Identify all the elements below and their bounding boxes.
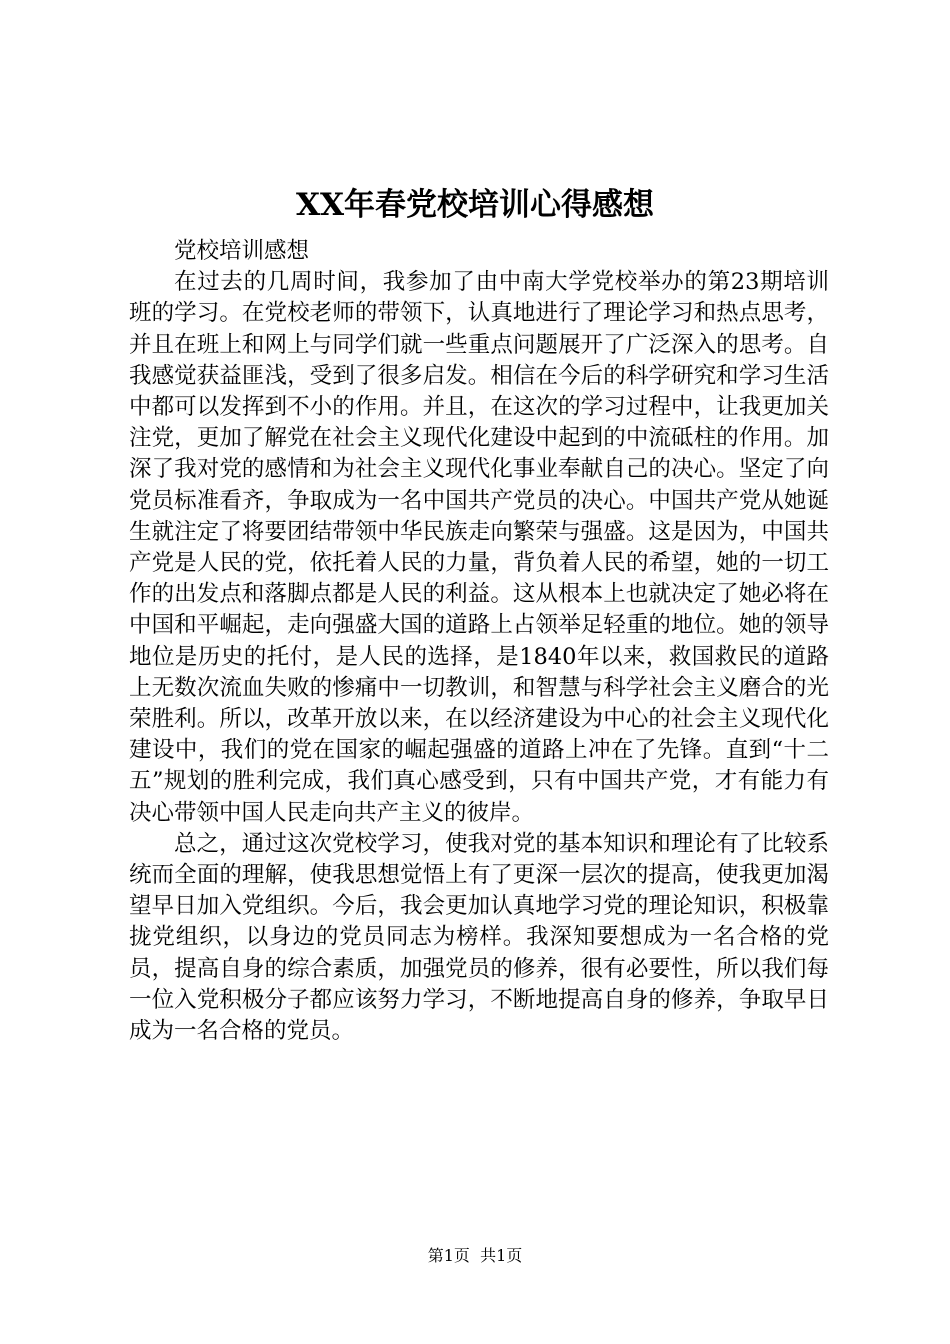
page-number: 第1页 (427, 1246, 470, 1265)
document-title: XX年春党校培训心得感想 (295, 187, 655, 223)
page-total: 共1页 (480, 1246, 523, 1265)
page-footer (0, 1245, 950, 1267)
paragraph-subtitle: 党校培训感想 (174, 238, 310, 264)
paragraph-conclusion: 总之，通过这次党校学习，使我对党的基本知识和理论有了比较系统而全面的理解，使我思想觉悟上有了更深一层次的提高，使我更加渴望早日加入党组织。今后，我会更加认真地学习党的理论知识，积极靠拢党组织，以身边的党员同志为榜样。我深知要想成为一名合格的党员，提高自身的综合素质，加强党员的修养，很有必要性，所以我们每一位入党积极分子都应该努力学习，不断地提高自身的修养，争取早日成为一名合格的党员。 (129, 830, 829, 1045)
paragraph-main: 在过去的几周时间，我参加了由中南大学党校举办的第23期培训班的学习。在党校老师的带领下，认真地进行了理论学习和热点思考，并且在班上和网上与同学们就一些重点问题展开了广泛深入的思考。自我感觉获益匪浅，受到了很多启发。相信在今后的科学研究和学习生活中都可以发挥到不小的作用。并且，在这次的学习过程中，让我更加关注党，更加了解党在社会主义现代化建设中起到的中流砥柱的作用。加深了我对党的感情和为社会主义现代化事业奉献自己的决心。坚定了向党员标准看齐，争取成为一名中国共产党员的决心。中国共产党从她诞生就注定了将要团结带领中华民族走向繁荣与强盛。这是因为，中国共产党是人民的党，依托着人民的力量，背负着人民的希望，她的一切工作的出发点和落脚点都是人民的利益。这从根本上也就决定了她必将在中国和平崛起，走向强盛大国的道路上占领举足轻重的地位。她的领导地位是历史的托付，是人民的选择，是1840年以来，救国救民的道路上无数次流血失败的惨痛中一切教训，和智慧与科学社会主义磨合的光荣胜利。所以，改革开放以来，在以经济建设为中心的社会主义现代化建设中，我们的党在国家的崛起强盛的道路上冲在了先锋。直到“十二五”规划的胜利完成，我们真心感受到，只有中国共产党，才有能力有决心带领中国人民走向共产主义的彼岸。 (129, 269, 829, 826)
document-body (129, 236, 829, 1047)
